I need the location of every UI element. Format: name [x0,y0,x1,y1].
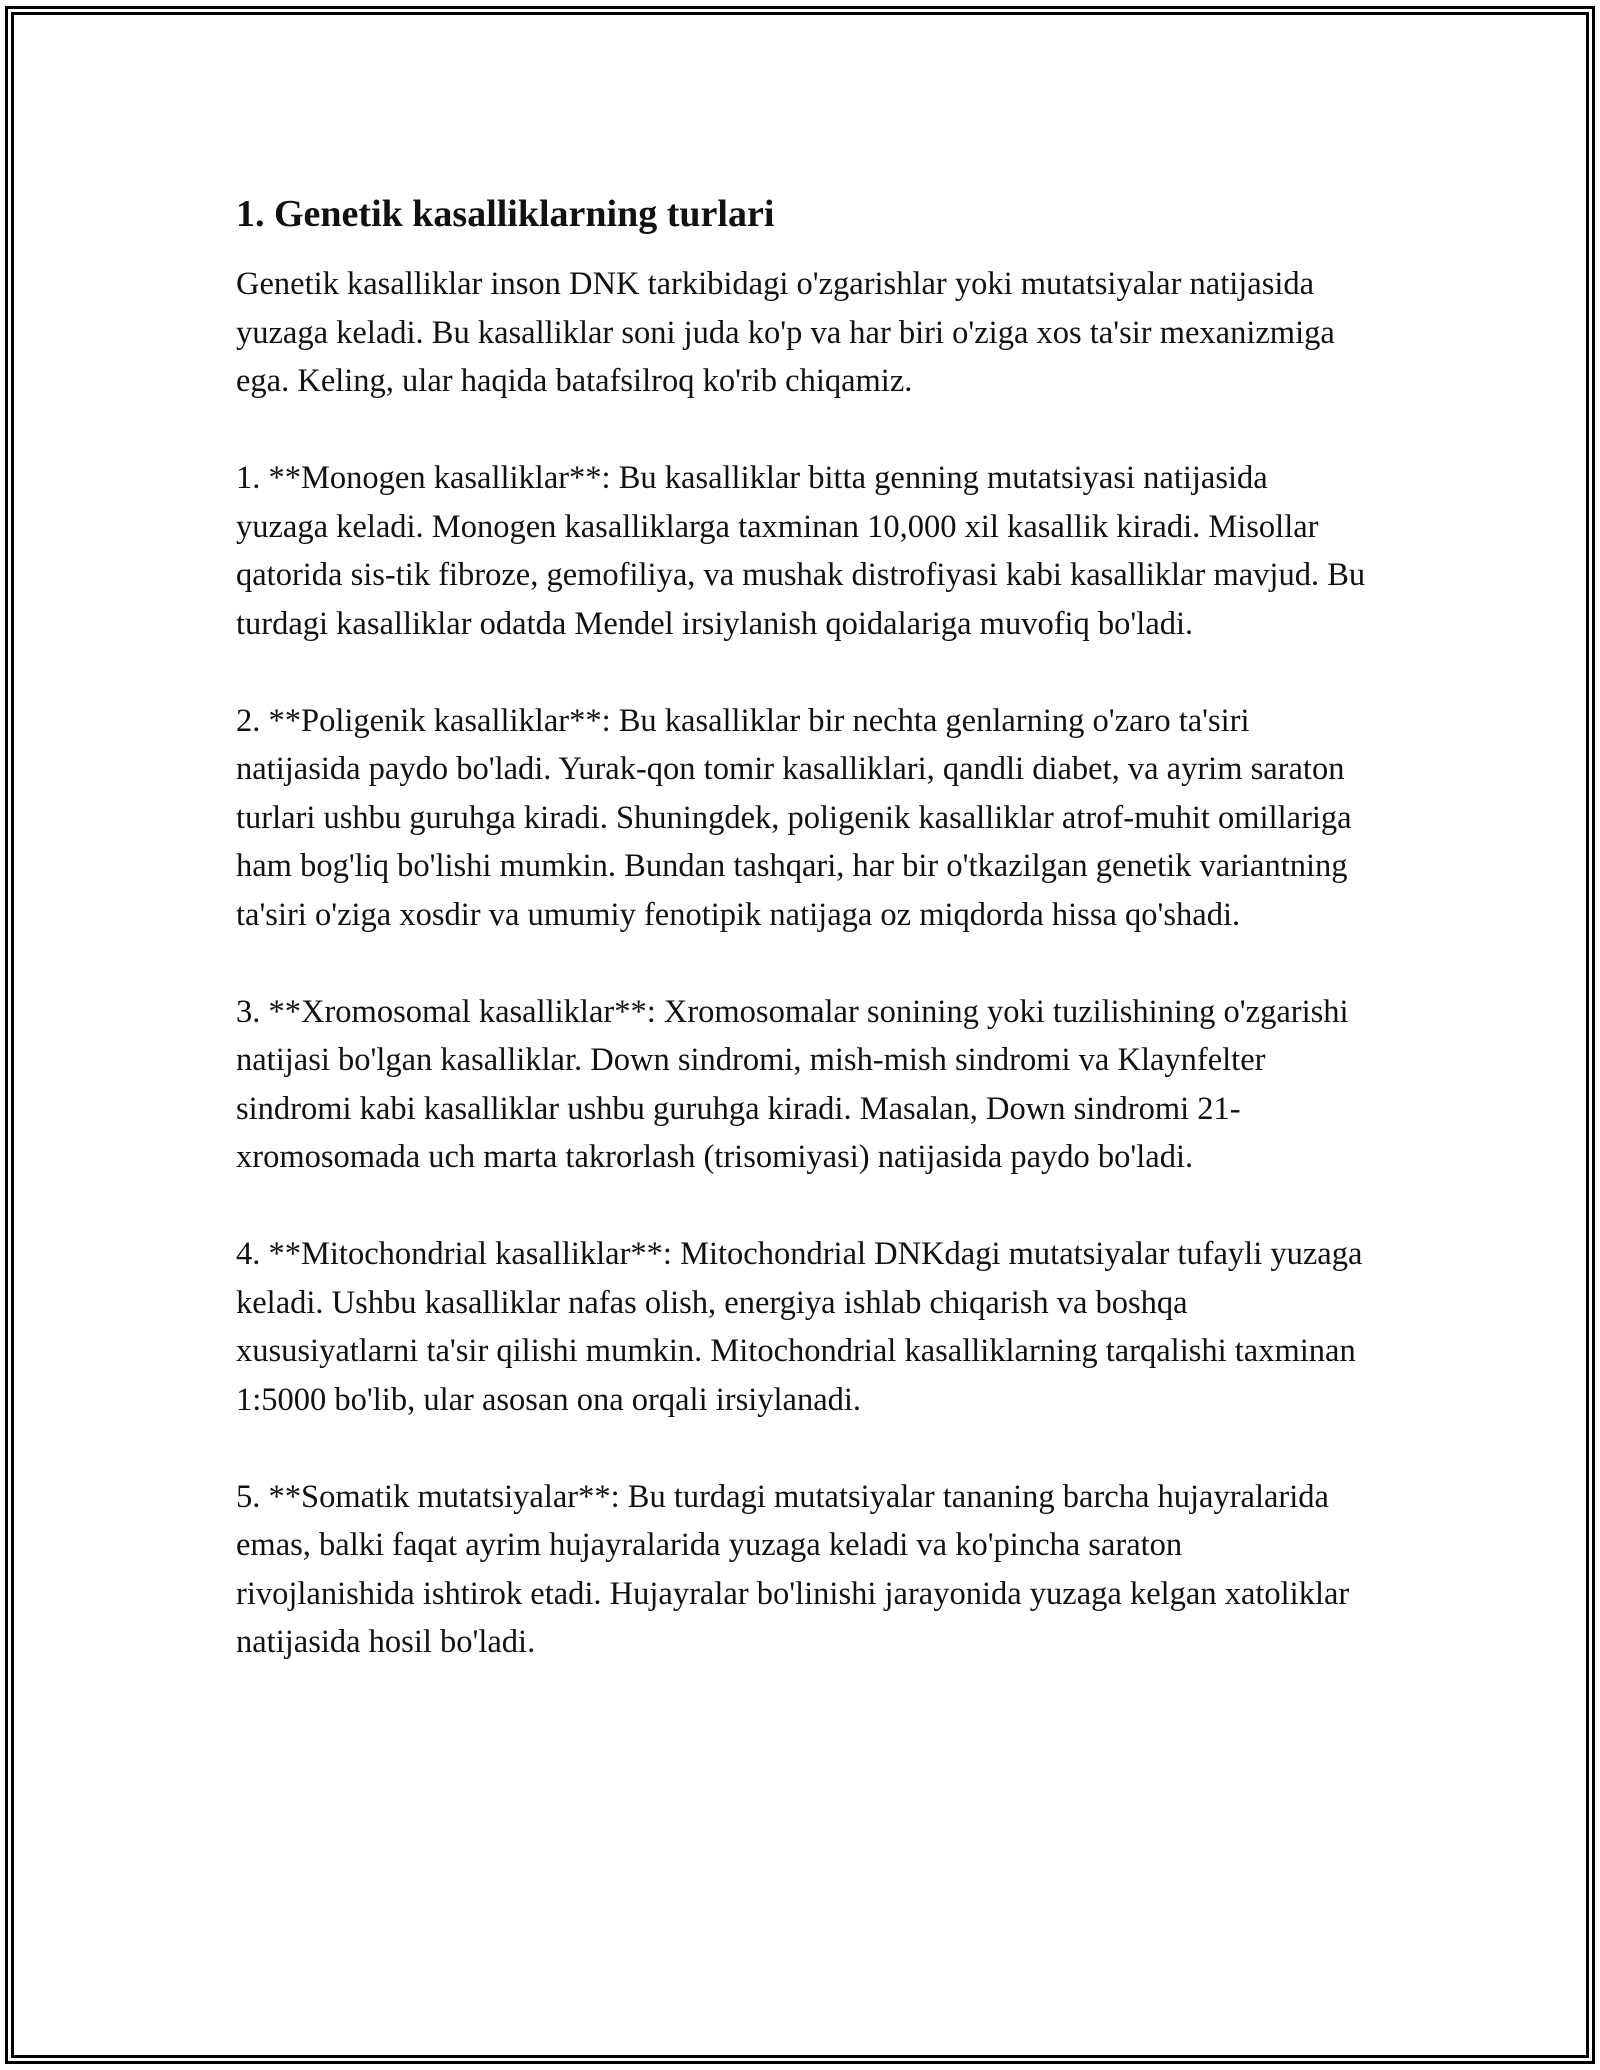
item-xromosomal: 3. **Xromosomal kasalliklar**: Xromosomalar sonining yoki tuzilishining o'zgarishi natijasi bo'lgan kasalliklar. Down sindromi, mish-mish sindromi va Klaynfelter sindromi kabi kasalliklar ushbu guruhga kiradi. Masalan, Down sindromi 21-xromosomada uch marta takrorlash (trisomiyasi) natijasida paydo bo'ladi. [236,993,1349,1175]
intro-paragraph: Genetik kasalliklar inson DNK tarkibidagi o'zgarishlar yoki mutatsiyalar natijasida yuzaga keladi. Bu kasalliklar soni juda ko'p va har biri o'ziga xos ta'sir mexanizmiga ega. Keling, ular haqida batafsilroq ko'rib chiqamiz. [236,266,1335,399]
item-somatik: 5. **Somatik mutatsiyalar**: Bu turdagi mutatsiyalar tananing barcha hujayralarida emas, balki faqat ayrim hujayralarida yuzaga keladi va ko'pincha saraton rivojlanishida ishtirok etadi. Hujayralar bo'linishi jarayonida yuzaga kelgan xatoliklar natijasida hosil bo'ladi. [236,1478,1350,1660]
item-mitochondrial: 4. **Mitochondrial kasalliklar**: Mitochondrial DNKdagi mutatsiyalar tufayli yuzaga keladi. Ushbu kasalliklar nafas olish, energiya ishlab chiqarish va boshqa xususiyatlarni ta'sir qilishi mumkin. Mitochondrial kasalliklarning tarqalishi taxminan 1:5000 bo'lib, ular asosan ona orqali irsiylanadi. [236,1236,1363,1418]
section-heading: 1. Genetik kasalliklarning turlari [236,193,775,235]
item-monogen: 1. **Monogen kasalliklar**: Bu kasalliklar bitta genning mutatsiyasi natijasida yuzaga keladi. Monogen kasalliklarga taxminan 10,000 xil kasallik kiradi. Misollar qatorida sis-tik fibroze, gemofiliya, va mushak distrofiyasi kabi kasalliklar mavjud. Bu turdagi kasalliklar odatda Mendel irsiylanish qoidalariga muvofiq bo'ladi. [236,460,1366,642]
item-poligenik: 2. **Poligenik kasalliklar**: Bu kasalliklar bir nechta genlarning o'zaro ta'siri natijasida paydo bo'ladi. Yurak-qon tomir kasalliklari, qandli diabet, va ayrim saraton turlari ushbu guruhga kiradi. Shuningdek, poligenik kasalliklar atrof-muhit omillariga ham bog'liq bo'lishi mumkin. Bundan tashqari, har bir o'tkazilgan genetik variantning ta'siri o'ziga xosdir va umumiy fenotipik natijaga oz miqdorda hissa qo'shadi. [236,702,1352,933]
document-body [236,186,1366,1715]
